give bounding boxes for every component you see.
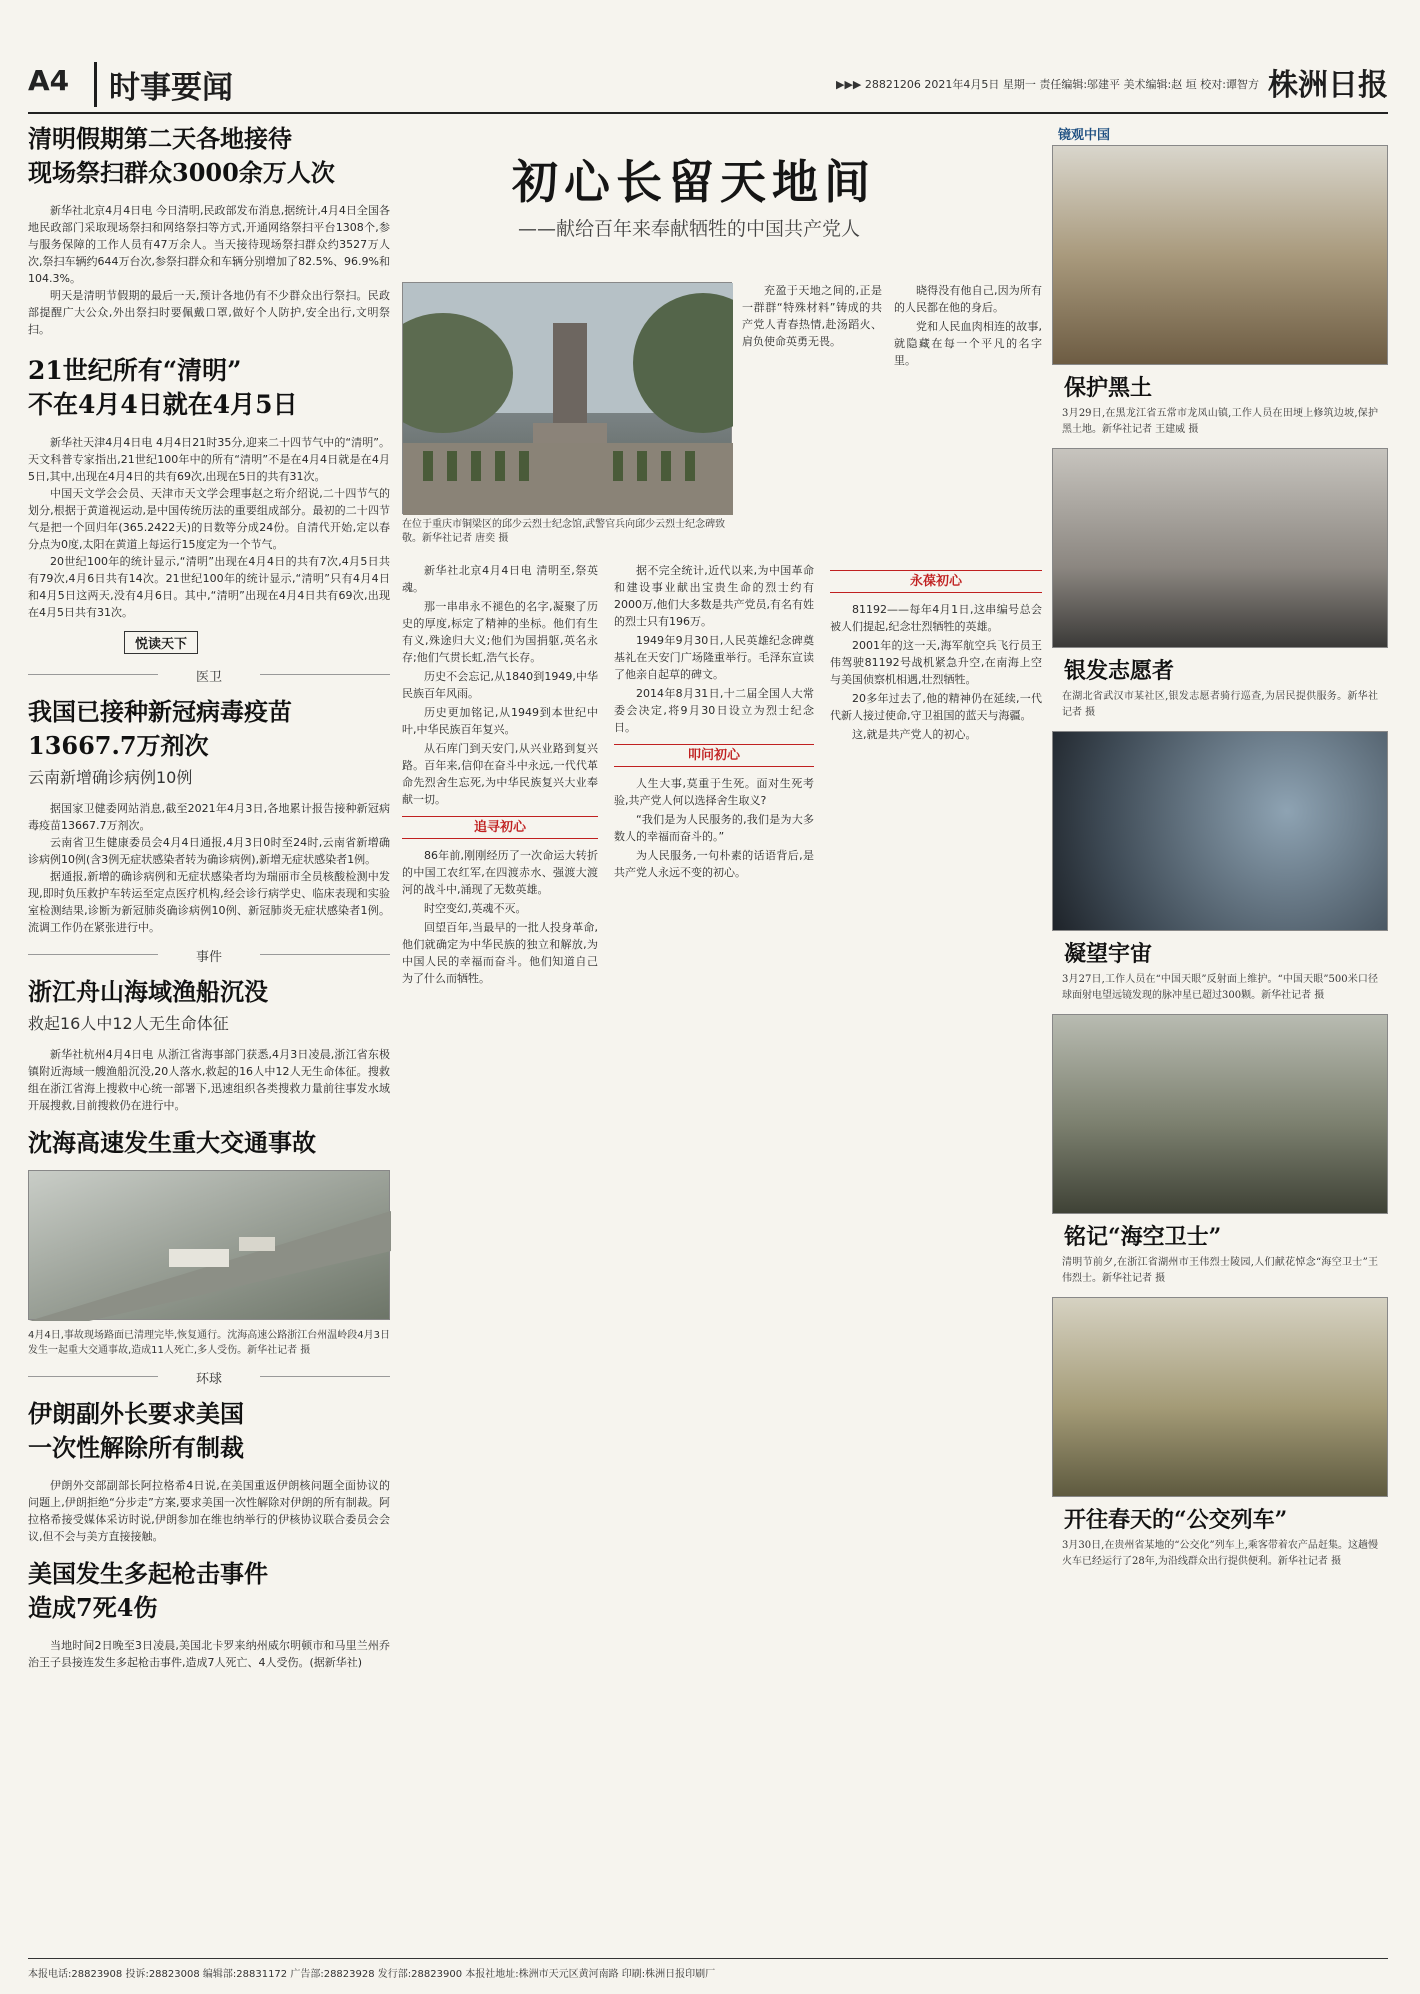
tag-medical: 医卫 [28, 666, 390, 685]
feature-para: 为人民服务,一句朴素的话语背后,是共产党人永远不变的初心。 [614, 849, 814, 879]
article-6-para: 伊朗外交部副部长阿拉格希4日说,在美国重返伊朗核问题全面协议的问题上,伊朗拒绝“分步走”方案,要求美国一次性解除对伊朗的所有制裁。阿拉格希接受媒体采访时说,伊朗参加在维也纳举行的伊核协议联合委员会会议,但不会与美方直接接触。 [28, 1479, 390, 1543]
article-1-title-line1: 清明假期第二天各地接待 [28, 124, 292, 153]
article-6-body [28, 1477, 390, 1545]
article-7-para: 当地时间2日晚至3日凌晨,美国北卡罗来纳州威尔明顿市和马里兰州乔治王子县接连发生多起枪击事件,造成7人死亡、4人受伤。(据新华社) [28, 1639, 390, 1669]
article-4-body [28, 1046, 390, 1114]
photo-title-5: 开往春天的“公交列车” [1064, 1507, 1288, 1533]
feature-para: 20多年过去了,他的精神仍在延续,一代代新人接过使命,守卫祖国的蓝天与海疆。 [830, 692, 1042, 722]
tag-event: 事件 [28, 946, 390, 965]
article-3-body [28, 800, 390, 936]
feature-col-top-b [894, 282, 1042, 371]
feature-para: 党和人民血肉相连的故事,就隐藏在每一个平凡的名字里。 [894, 320, 1042, 367]
column-banner: 悦读天下 [124, 631, 198, 654]
train-photo [1052, 1297, 1388, 1497]
photo-text-4: 清明节前夕,在浙江省湖州市王伟烈士陵园,人们献花悼念“海空卫士”王伟烈士。新华社记者 摄 [1062, 1257, 1378, 1284]
highway-illustration [29, 1171, 391, 1321]
article-2-body [28, 434, 390, 621]
monument-photo [402, 282, 732, 514]
monument-illustration [403, 283, 733, 515]
article-2-para: 新华社天津4月4日电 4月4日21时35分,迎来二十四节气中的“清明”。天文科普专家指出,21世纪100年中的所有“清明”不是在4月4日就是在4月5日,其中,出现在4月4日的共有69次,出现在5日的共有31次。 [28, 436, 390, 483]
feature-para: 从石库门到天安门,从兴业路到复兴路。百年来,信仰在奋斗中永远,一代代革命先烈舍生忘死,为中华民族复兴大业奉献一切。 [402, 742, 598, 806]
article-1-para: 新华社北京4月4日电 今日清明,民政部发布消息,据统计,4月4日全国各地民政部门采取现场祭扫和网络祭扫等方式,开通网络祭扫平台1308个,参与服务保障的工作人员有47万余人。当天接待现场祭扫群众约3527万人次,祭扫车辆约644万台次,参祭扫群众和车辆分别增加了82.5%、96.9%和104.3%。 [28, 204, 390, 285]
feature-subtitle: ——献给百年来奉献牺牲的中国共产党人 [518, 218, 861, 240]
feature-para: 时空变幻,英魂不灭。 [424, 902, 527, 915]
feature-column-3 [830, 562, 1042, 745]
feature-para: 人生大事,莫重于生死。面对生死考验,共产党人何以选择舍生取义? [614, 777, 814, 807]
telescope-photo [1052, 731, 1388, 931]
feature-para: 这,就是共产党人的初心。 [852, 728, 977, 741]
article-4-title: 浙江舟山海域渔船沉没 [28, 977, 268, 1006]
feature-subhead-1: 追寻初心 [402, 816, 598, 839]
article-2-title-line1: 21世纪所有“清明” [28, 356, 242, 385]
left-column [28, 122, 390, 1671]
photo-title-4: 铭记“海空卫士” [1064, 1224, 1222, 1250]
feature-title: 初心长留天地间 [512, 155, 876, 209]
article-3-subtitle: 云南新增确诊病例10例 [28, 768, 193, 787]
article-7-title-line1: 美国发生多起枪击事件 [28, 1559, 268, 1588]
photo-text-5: 3月30日,在贵州省某地的“公交化”列车上,乘客带着农产品赶集。这趟慢火车已经运行了28年,为沿线群众出行提供便利。新华社记者 摄 [1062, 1540, 1378, 1567]
photo-text-3: 3月27日,工作人员在“中国天眼”反射面上维护。“中国天眼”500米口径球面射电望远镜发现的脉冲星已超过300颗。新华社记者 摄 [1062, 974, 1378, 1001]
feature-para: 2014年8月31日,十二届全国人大常委会决定,将9月30日设立为烈士纪念日。 [614, 687, 814, 734]
article-3-para: 云南省卫生健康委员会4月4日通报,4月3日0时至24时,云南省新增确诊病例10例(含3例无症状感染者转为确诊病例),新增无症状感染者1例。 [28, 836, 390, 866]
feature-para: 据不完全统计,近代以来,为中国革命和建设事业献出宝贵生命的烈士约有2000万,他们大多数是共产党员,有名有姓的烈士只有196万。 [614, 564, 814, 628]
article-2-title-line2: 不在4月4日就在4月5日 [28, 390, 298, 419]
feature-para: 充盈于天地之间的,正是一群群“特殊材料”铸成的共产党人青春热情,赴汤蹈火、肩负使命英勇无畏。 [742, 284, 882, 348]
article-5-title: 沈海高速发生重大交通事故 [28, 1128, 316, 1157]
feature-para: 历史不会忘记,从1840到1949,中华民族百年风雨。 [402, 670, 598, 700]
feature-para: 86年前,刚刚经历了一次命运大转折的中国工农红军,在四渡赤水、强渡大渡河的战斗中,涌现了无数英雄。 [402, 849, 598, 896]
photo-section-label: 镜观中国 [1058, 128, 1111, 143]
feature-para: 81192——每年4月1日,这串编号总会被人们提起,纪念壮烈牺牲的英雄。 [830, 603, 1042, 633]
feature-para: 新华社北京4月4日电 清明至,祭英魂。 [402, 564, 598, 594]
monument-caption: 在位于重庆市铜梁区的邱少云烈士纪念馆,武警官兵向邱少云烈士纪念碑致敬。新华社记者 唐奕 摄 [402, 519, 726, 544]
article-6-title-line2: 一次性解除所有制裁 [28, 1433, 244, 1462]
issue-meta: ▶▶▶ 28821206 2021年4月5日 星期一 责任编辑:邬建平 美术编辑:赵 垣 校对:谭智方 [836, 78, 1259, 91]
article-7-title-line2: 造成7死4伤 [28, 1593, 158, 1622]
article-2-para: 20世纪100年的统计显示,“清明”出现在4月4日的共有7次,4月5日共有79次,4月6日共有14次。21世纪100年的统计显示,“清明”只有4月4日和4月5日这两天,没有4月6日。其中,“清明”出现在4月4日共有69次,出现在4月5日共有31次。 [28, 555, 390, 619]
article-2-para: 中国天文学会会员、天津市天文学会理事赵之珩介绍说,二十四节气的划分,根据于黄道视运动,是中国传统历法的重要组成部分。最初的二十四节气是把一个回归年(365.2422天)的日数等分成24份。自清代开始,定以春分点为0度,太阳在黄道上每运行15度定为一个节气。 [28, 487, 390, 551]
article-3-title-line1: 我国已接种新冠病毒疫苗 [28, 697, 292, 726]
feature-para: “我们是为人民服务的,我们是为大多数人的幸福而奋斗的。” [614, 813, 814, 843]
black-soil-photo [1052, 145, 1388, 365]
volunteer-photo [1052, 448, 1388, 648]
feature-para: 晓得没有他自己,因为所有的人民都在他的身后。 [894, 284, 1042, 314]
photo-title-2: 银发志愿者 [1064, 658, 1175, 684]
accident-caption: 4月4日,事故现场路面已清理完毕,恢复通行。沈海高速公路浙江台州温岭段4月3日发生一起重大交通事故,造成11人死亡,多人受伤。新华社记者 摄 [28, 1330, 390, 1356]
photo-title-3: 凝望宇宙 [1064, 941, 1153, 967]
header-rule [28, 112, 1388, 114]
right-column [1052, 122, 1388, 1570]
article-1-para: 明天是清明节假期的最后一天,预计各地仍有不少群众出行祭扫。民政部提醒广大公众,外出祭扫时要佩戴口罩,做好个人防护,安全出行,文明祭扫。 [28, 289, 390, 336]
article-4-para: 新华社杭州4月4日电 从浙江省海事部门获悉,4月3日凌晨,浙江省东极镇附近海域一艘渔船沉没,20人落水,救起的16人中12人无生命体征。搜救组在浙江省海上搜救中心统一部署下,迅速组织各类搜救力量前往事发水域开展搜救,目前搜救仍在进行中。 [28, 1048, 390, 1112]
tag-world: 环球 [28, 1368, 390, 1387]
article-1-title-line2: 现场祭扫群众3000余万人次 [28, 158, 335, 187]
article-7-body [28, 1637, 390, 1671]
feature-para: 2001年的这一天,海军航空兵飞行员王伟驾驶81192号战机紧急升空,在南海上空与美国侦察机相遇,壮烈牺牲。 [830, 639, 1042, 686]
feature-para: 回望百年,当最早的一批人投身革命,他们就确定为中华民族的独立和解放,为中国人民的幸福而奋斗。他们知道自己为了什么而牺牲。 [402, 921, 598, 985]
photo-text-2: 在湖北省武汉市某社区,银发志愿者骑行巡查,为居民提供服务。新华社记者 摄 [1062, 691, 1378, 718]
feature-column-1 [402, 562, 598, 989]
memorial-photo [1052, 1014, 1388, 1214]
article-4-subtitle: 救起16人中12人无生命体征 [28, 1014, 229, 1033]
page-footer: 本报电话:28823908 投诉:28823008 编辑部:28831172 广告部:28823928 发行部:28823900 本报社地址:株洲市天元区黄河南路 印刷:株洲日报印刷厂 [28, 1958, 1388, 1980]
photo-text-1: 3月29日,在黑龙江省五常市龙凤山镇,工作人员在田埂上修筑边坡,保护黑土地。新华社记者 王建威 摄 [1062, 408, 1378, 435]
feature-para: 那一串串永不褪色的名字,凝聚了历史的厚度,标定了精神的坐标。他们有生有义,殊途归大义;他们为国捐躯,英名永存;他们气贯长虹,浩气长存。 [402, 600, 598, 664]
article-6-title-line1: 伊朗副外长要求美国 [28, 1399, 244, 1428]
photo-title-1: 保护黑土 [1064, 375, 1153, 401]
page-number: A4 [28, 64, 70, 97]
feature-para: 历史更加铭记,从1949到本世纪中叶,中华民族百年复兴。 [402, 706, 598, 736]
feature-article [402, 122, 1042, 1952]
article-3-para: 据国家卫健委网站消息,截至2021年4月3日,各地累计报告接种新冠病毒疫苗13667.7万剂次。 [28, 802, 390, 832]
accident-photo [28, 1170, 390, 1320]
section-title: 时事要闻 [94, 62, 233, 107]
page-header [28, 58, 1388, 110]
article-3-title-line2: 13667.7万剂次 [28, 731, 209, 760]
newspaper-logo: 株洲日报 [1268, 68, 1388, 103]
feature-subhead-2: 叩问初心 [614, 744, 814, 767]
article-1-body [28, 202, 390, 338]
feature-column-2 [614, 562, 814, 883]
feature-col-top-a [742, 282, 882, 352]
feature-para: 1949年9月30日,人民英雄纪念碑奠基礼在天安门广场隆重举行。毛泽东宣读了他亲自起草的碑文。 [614, 634, 814, 681]
feature-subhead-3: 永葆初心 [830, 570, 1042, 593]
article-3-para: 据通报,新增的确诊病例和无症状感染者均为瑞丽市全员核酸检测中发现,即时负压救护车转运至定点医疗机构,经会诊行病学史、临床表现和实验室检测结果,诊断为新冠肺炎确诊病例10例、新冠肺炎无症状感染者1例。流调工作仍在紧张进行中。 [28, 870, 390, 934]
